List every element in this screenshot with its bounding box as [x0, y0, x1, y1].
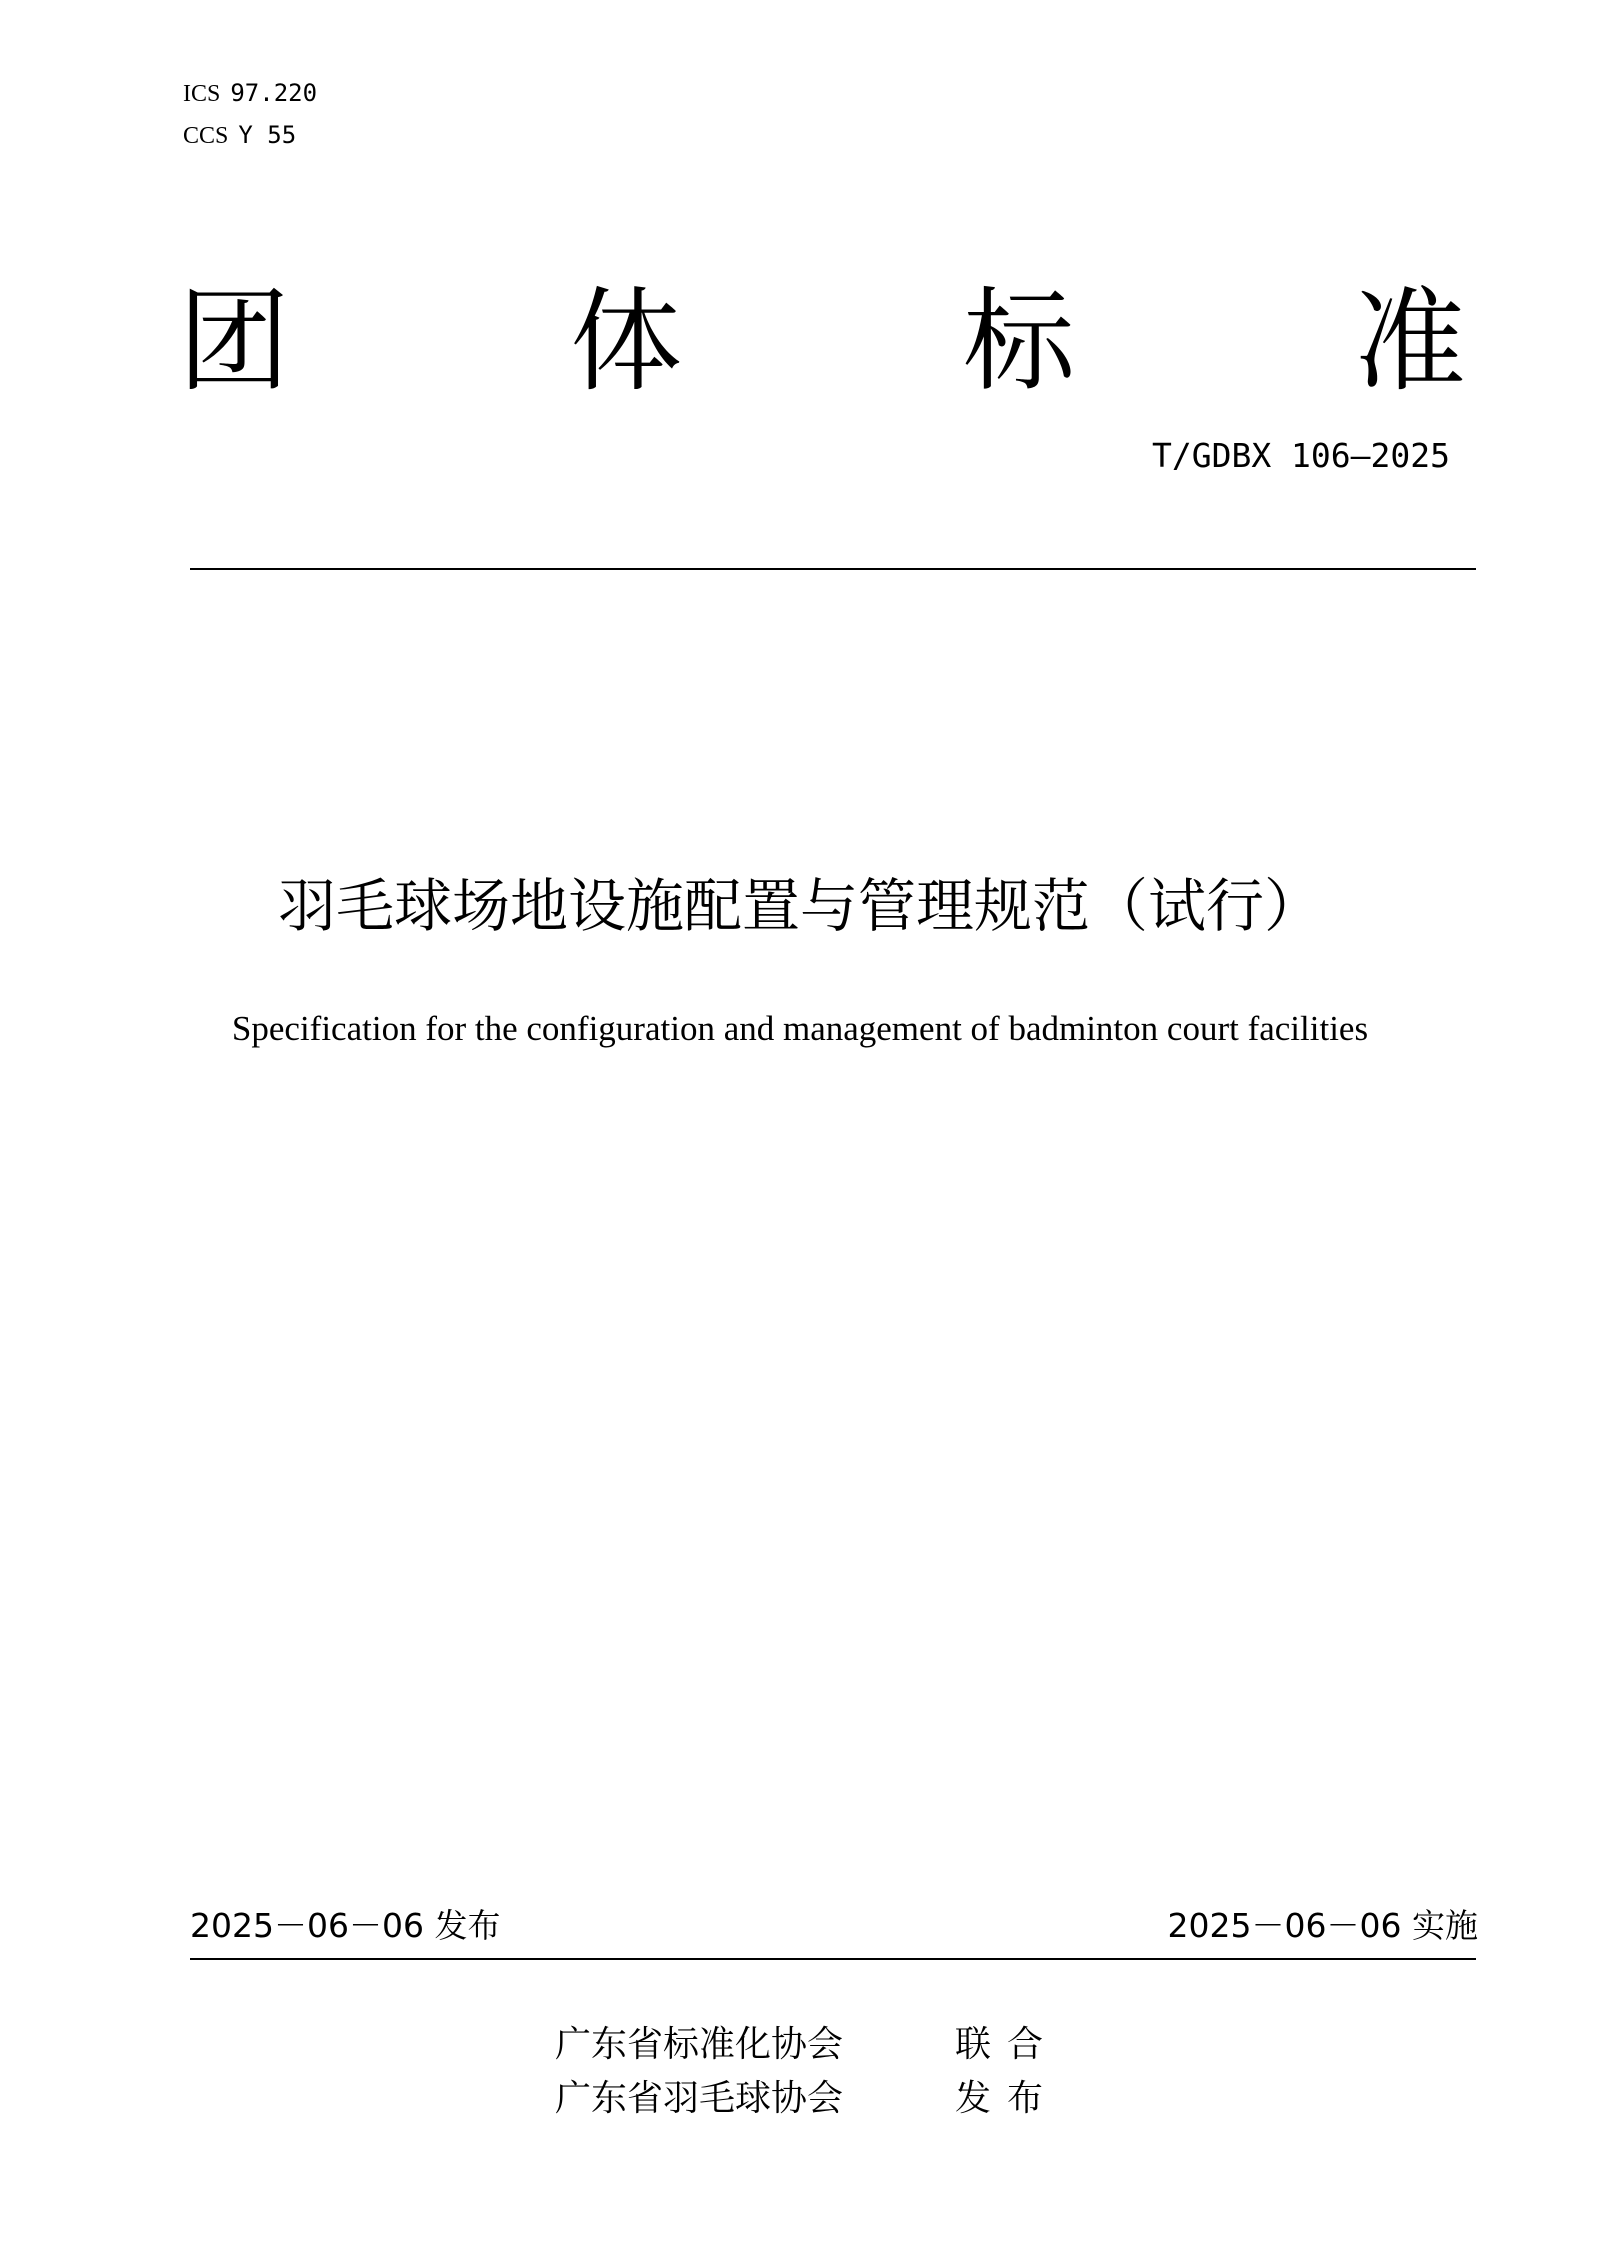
document-type-char: 准	[1354, 277, 1466, 407]
footer-divider	[190, 1958, 1476, 1960]
ics-code	[183, 78, 317, 109]
publisher-name: 广东省标准化协会	[555, 2024, 844, 2065]
document-type-heading	[178, 277, 1474, 407]
document-type-char: 标	[963, 277, 1075, 407]
implementation-date: 2025－06－06 实施	[1167, 1906, 1478, 1945]
publisher-name: 广东省羽毛球协会	[555, 2078, 844, 2119]
document-type-char: 体	[570, 277, 682, 407]
publisher-role: 发布	[955, 2078, 1060, 2119]
ccs-value: Y 55	[238, 121, 297, 149]
document-title-chinese: 羽毛球场地设施配置与管理规范（试行）	[277, 872, 1322, 940]
ccs-label: CCS	[183, 123, 229, 149]
issue-date: 2025－06－06 发布	[190, 1906, 501, 1945]
ccs-code	[183, 120, 296, 151]
standard-number: T/GDBX 106—2025	[1151, 436, 1450, 475]
publisher-role: 联合	[955, 2024, 1060, 2065]
ics-value: 97.220	[230, 79, 318, 107]
ics-label: ICS	[183, 81, 221, 107]
document-title-english: Specification for the configuration and management of badminton court facilities	[231, 1009, 1369, 1048]
header-divider	[190, 568, 1476, 570]
document-type-char: 团	[178, 277, 290, 407]
